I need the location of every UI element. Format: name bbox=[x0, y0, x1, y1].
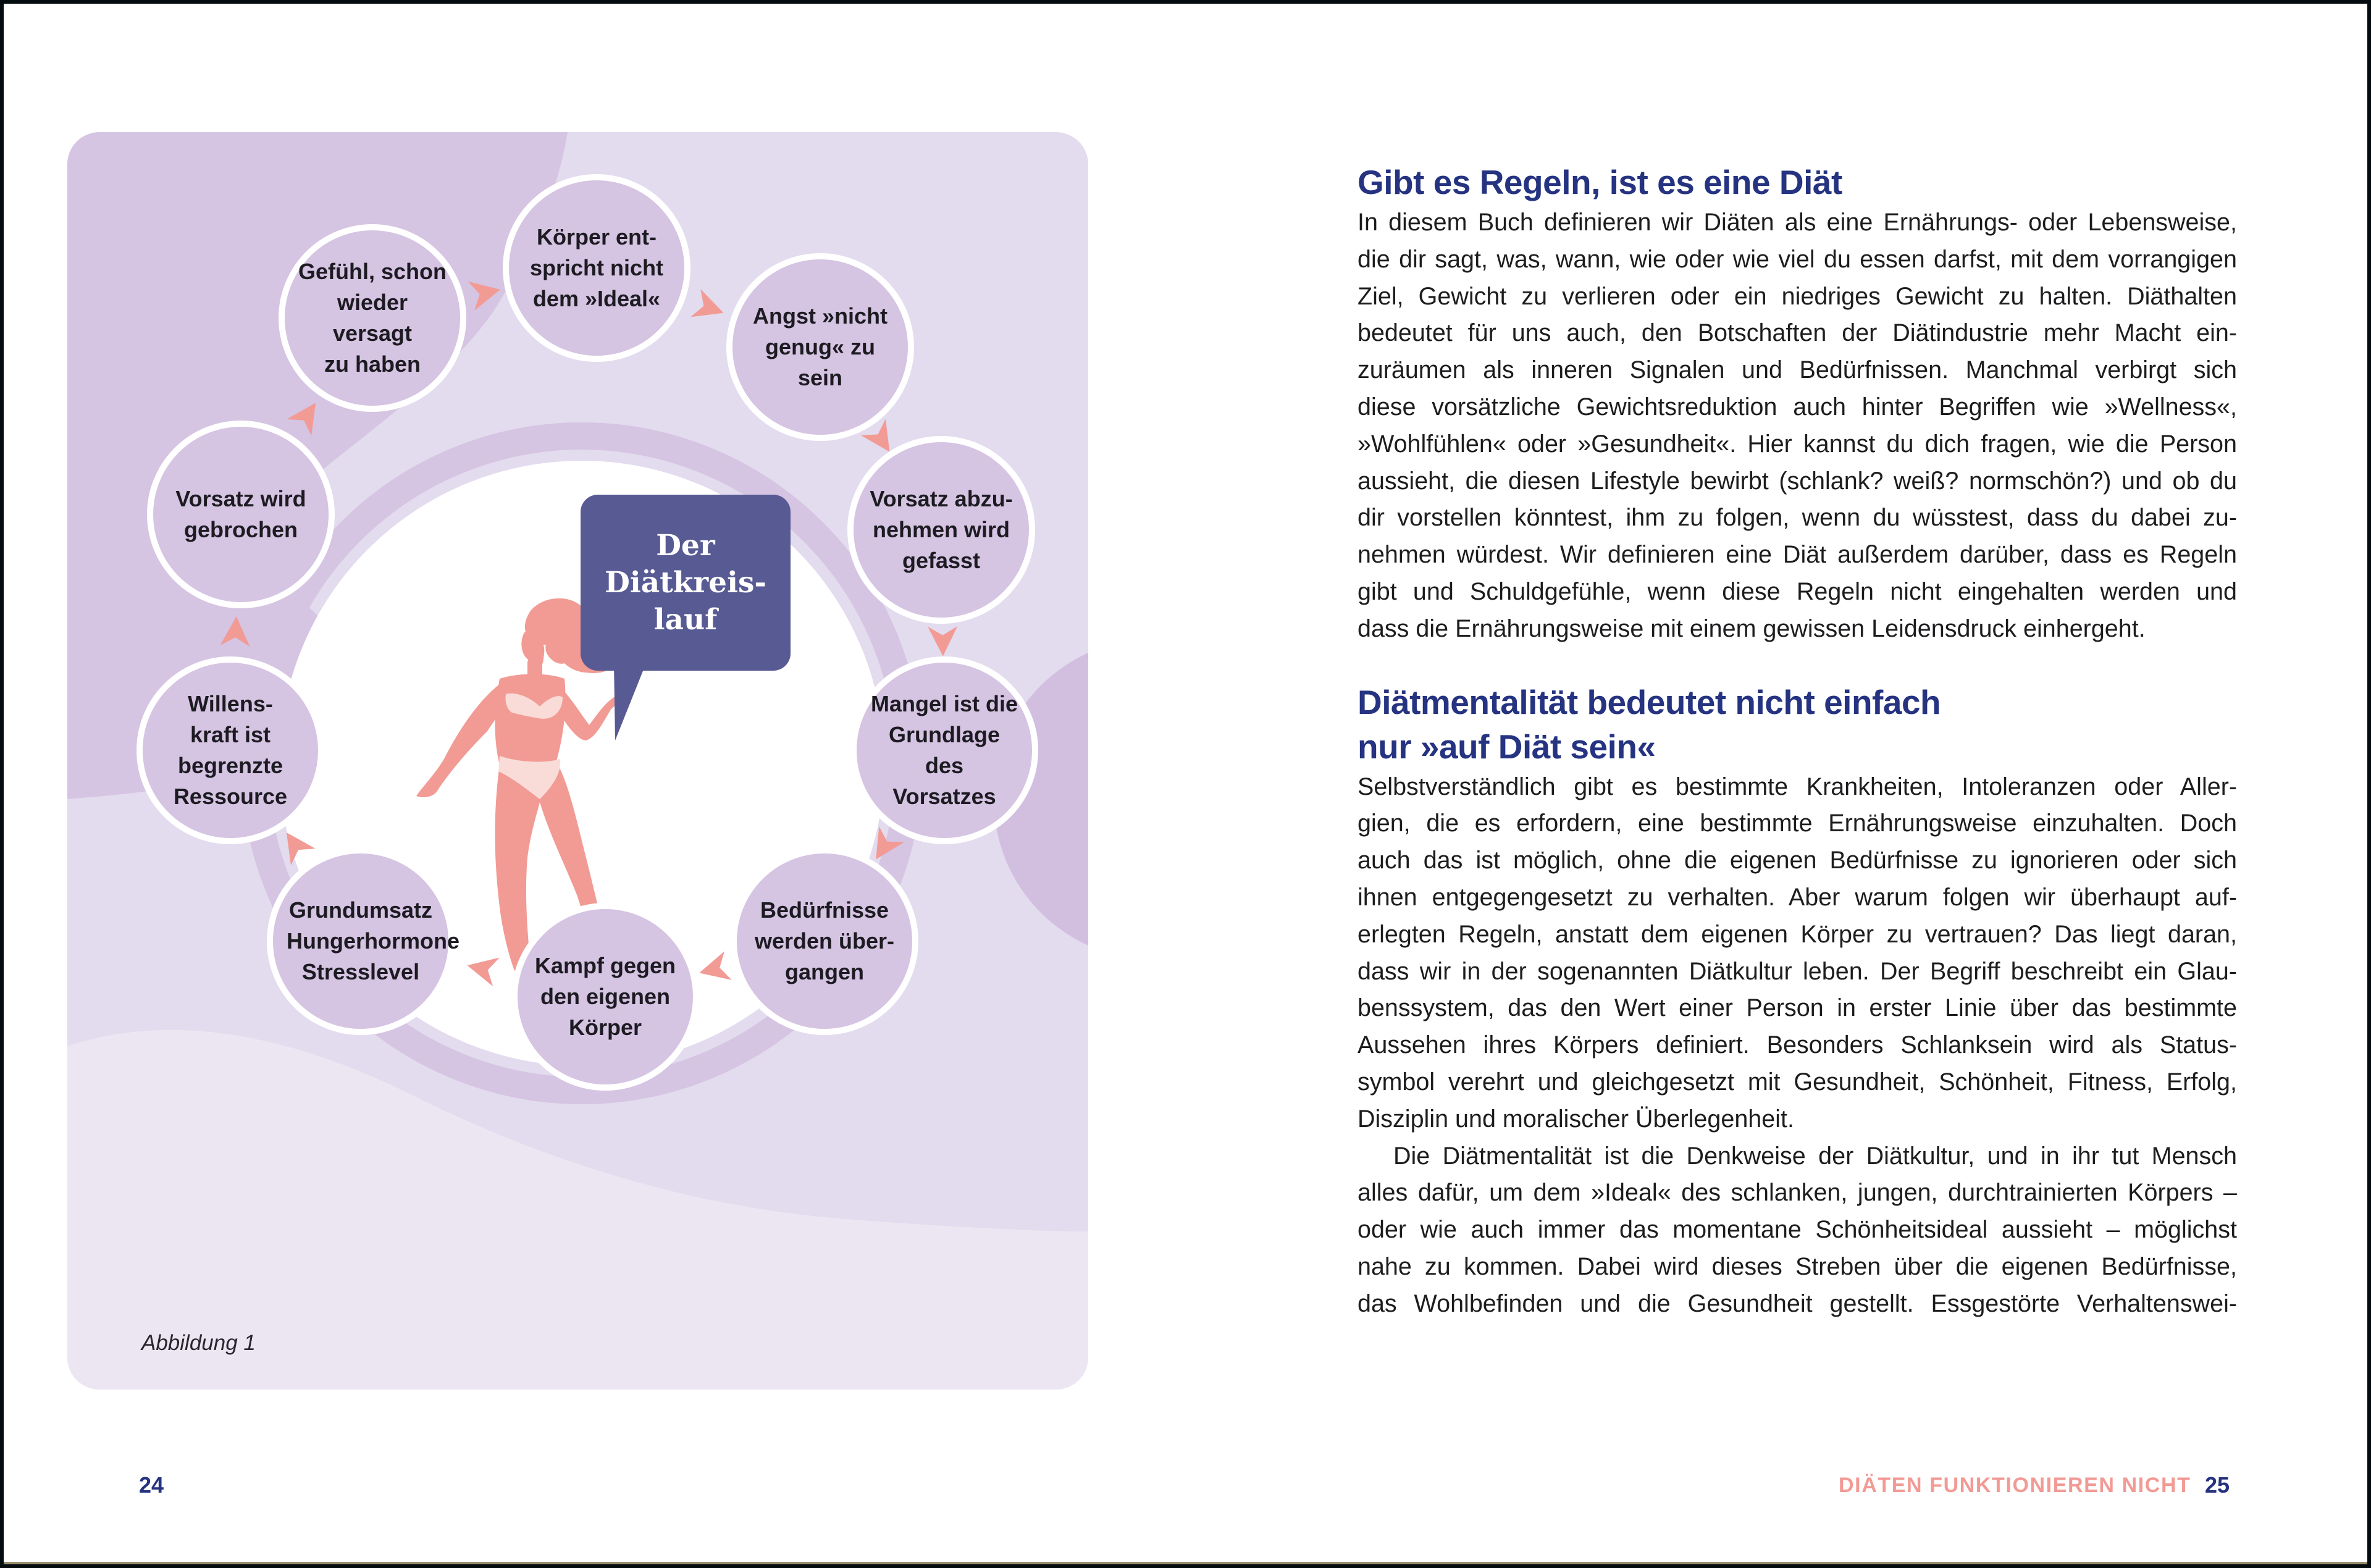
body-text-line: ihnen entgegengesetzt zu verhalten. Aber warum folgen wir überhaupt auf- bbox=[1358, 883, 2237, 911]
body-text-line: Disziplin und moralischer Überlegenheit. bbox=[1358, 1105, 1794, 1133]
body-text-line: Ziel, Gewicht zu verlieren oder ein niedriges Gewicht zu halten. Diäthalten bbox=[1358, 282, 2237, 310]
cycle-step-label: Vorsatz abzu- nehmen wird gefasst bbox=[870, 486, 1013, 573]
body-text-line: aussieht, die diesen Lifestyle bewirbt (schlank? weiß? normschön?) und ob du bbox=[1358, 467, 2237, 495]
cycle-step bbox=[731, 847, 918, 1035]
body-text-line: dass wir in der sogenannten Diätkultur leben. Der Begriff beschreibt ein Glau- bbox=[1358, 957, 2237, 985]
body-text-line: symbol verehrt und gleichgesetzt mit Gesundheit, Schönheit, Fitness, Erfolg, bbox=[1358, 1068, 2237, 1096]
cycle-step-label: Vorsatz wird gebrochen bbox=[175, 486, 306, 542]
body-text-line: Aussehen ihres Körpers definiert. Besonders Schlanksein wird als Status- bbox=[1358, 1031, 2237, 1059]
figure-diet-cycle bbox=[67, 132, 1088, 1390]
body-text-line: In diesem Buch definieren wir Diäten als eine Ernährungs- oder Lebensweise, bbox=[1358, 209, 2237, 236]
cycle-step-label: Bedürfnisse werden über- gangen bbox=[754, 897, 895, 984]
heading-line: Gibt es Regeln, ist es eine Diät bbox=[1358, 163, 1842, 201]
body-text-line: Die Diätmentalität ist die Denkweise der Diätkultur, und in ihr tut Mensch bbox=[1393, 1142, 2237, 1170]
cycle-step bbox=[850, 656, 1038, 844]
body-text-line: nahe zu kommen. Dabei wird dieses Streben über die eigenen Bedürfnisse, bbox=[1358, 1252, 2237, 1280]
body-text-line: dass die Ernährungsweise mit einem gewissen Leidensdruck einhergeht. bbox=[1358, 614, 2146, 642]
body-text-line: gien, die es erfordern, eine bestimmte Ernährungsweise einzuhalten. Doch bbox=[1358, 810, 2237, 837]
cycle-step bbox=[136, 656, 324, 844]
body-text-line: auch das ist möglich, ohne die eigenen Bedürfnisse zu ignorieren oder sich bbox=[1358, 847, 2237, 874]
cycle-arrow-icon bbox=[928, 626, 958, 656]
body-text-line: benssystem, das den Wert einer Person in erster Linie über das bestimmte bbox=[1358, 994, 2237, 1022]
body-text-line: Selbstverständlich gibt es bestimmte Krankheiten, Intoleranzen oder Aller- bbox=[1358, 773, 2237, 800]
body-text-line: das Wohlbefinden und die Gesundheit gestellt. Essgestörte Verhaltenswei- bbox=[1358, 1289, 2237, 1317]
cycle-step-label: Grundumsatz Hungerhormone Stresslevel bbox=[287, 897, 460, 984]
cycle-step-label: Körper ent- spricht nicht dem »Ideal« bbox=[529, 224, 664, 311]
body-text-line: diese vorsätzliche Gewichtsreduktion auch hinter Begriffen wie »Wellness«, bbox=[1358, 393, 2237, 421]
scan-edge bbox=[4, 1562, 2367, 1564]
book-spread bbox=[4, 4, 2367, 1564]
section-heading-1 bbox=[1358, 160, 2237, 204]
cycle-step-label: Kampf gegen den eigenen Körper bbox=[534, 953, 676, 1040]
cycle-step bbox=[267, 847, 460, 1035]
cycle-step-label: Mangel ist die Grundlage des Vorsatzes bbox=[870, 691, 1018, 809]
body-text-line: die dir sagt, was, wann, wie oder wie viel du essen darfst, mit dem vorrangigen bbox=[1358, 245, 2237, 273]
page-number-left: 24 bbox=[139, 1472, 164, 1498]
body-text-line: gibt und Schuldgefühle, wenn diese Regeln nicht eingehalten werden und bbox=[1358, 577, 2237, 605]
body-text-line: oder wie auch immer das momentane Schönheitsideal aussieht – möglichst bbox=[1358, 1216, 2237, 1244]
heading-line: Diätmentalität bedeutet nicht einfach bbox=[1358, 682, 1941, 721]
cycle-step-label: Gefühl, schon wieder versagt zu haben bbox=[298, 259, 447, 377]
cycle-step bbox=[279, 224, 466, 412]
cycle-step bbox=[147, 421, 335, 608]
article-column bbox=[1358, 149, 2237, 1323]
cycle-arrow-icon bbox=[690, 289, 728, 327]
cycle-step bbox=[726, 253, 914, 441]
section-1-body bbox=[1358, 204, 2237, 648]
speech-bubble-tail bbox=[609, 663, 683, 744]
woman-left-arm bbox=[416, 682, 506, 797]
section-2-body bbox=[1358, 769, 2237, 1323]
body-text-line: alles dafür, um dem »Ideal« des schlanken, jungen, durchtrainierten Körpers – bbox=[1358, 1179, 2237, 1207]
figure-caption: Abbildung 1 bbox=[141, 1331, 256, 1355]
body-text-line: erlegten Regeln, anstatt dem eigenen Körper zu vertrauen? Das liegt daran, bbox=[1358, 920, 2237, 948]
cycle-step bbox=[847, 436, 1035, 624]
body-text-line: nehmen würdest. Wir definieren eine Diät außerdem darüber, dass es Regeln bbox=[1358, 541, 2237, 569]
running-head: DIÄTEN FUNKTIONIEREN NICHT bbox=[1839, 1474, 2191, 1497]
cycle-step bbox=[503, 174, 690, 362]
cycle-step-label: Willens- kraft ist begrenzte Ressource bbox=[173, 691, 288, 809]
diagram-title: Der Diätkreis- lauf bbox=[605, 528, 766, 637]
body-text-line: »Wohlfühlen« oder »Gesundheit«. Hier kannst du dich fragen, wie die Person bbox=[1358, 430, 2237, 458]
body-text-line: dir vorstellen könntest, ihm zu folgen, wenn du wüsstest, dass du dabei zu- bbox=[1358, 504, 2237, 532]
heading-line: nur »auf Diät sein« bbox=[1358, 727, 1656, 766]
speech-bubble bbox=[581, 495, 791, 671]
page-number-right: 25 bbox=[2205, 1472, 2230, 1498]
body-text-line: zuräumen als inneren Signalen und Bedürfnissen. Manchmal verbirgt sich bbox=[1358, 356, 2237, 384]
cycle-step bbox=[511, 903, 699, 1091]
body-text-line: bedeutet für uns auch, den Botschaften der Diätindustrie mehr Macht ein- bbox=[1358, 319, 2237, 347]
section-heading-2 bbox=[1358, 680, 2237, 769]
woman-torso bbox=[495, 674, 566, 770]
cycle-step-label: Angst »nicht genug« zu sein bbox=[752, 303, 888, 390]
